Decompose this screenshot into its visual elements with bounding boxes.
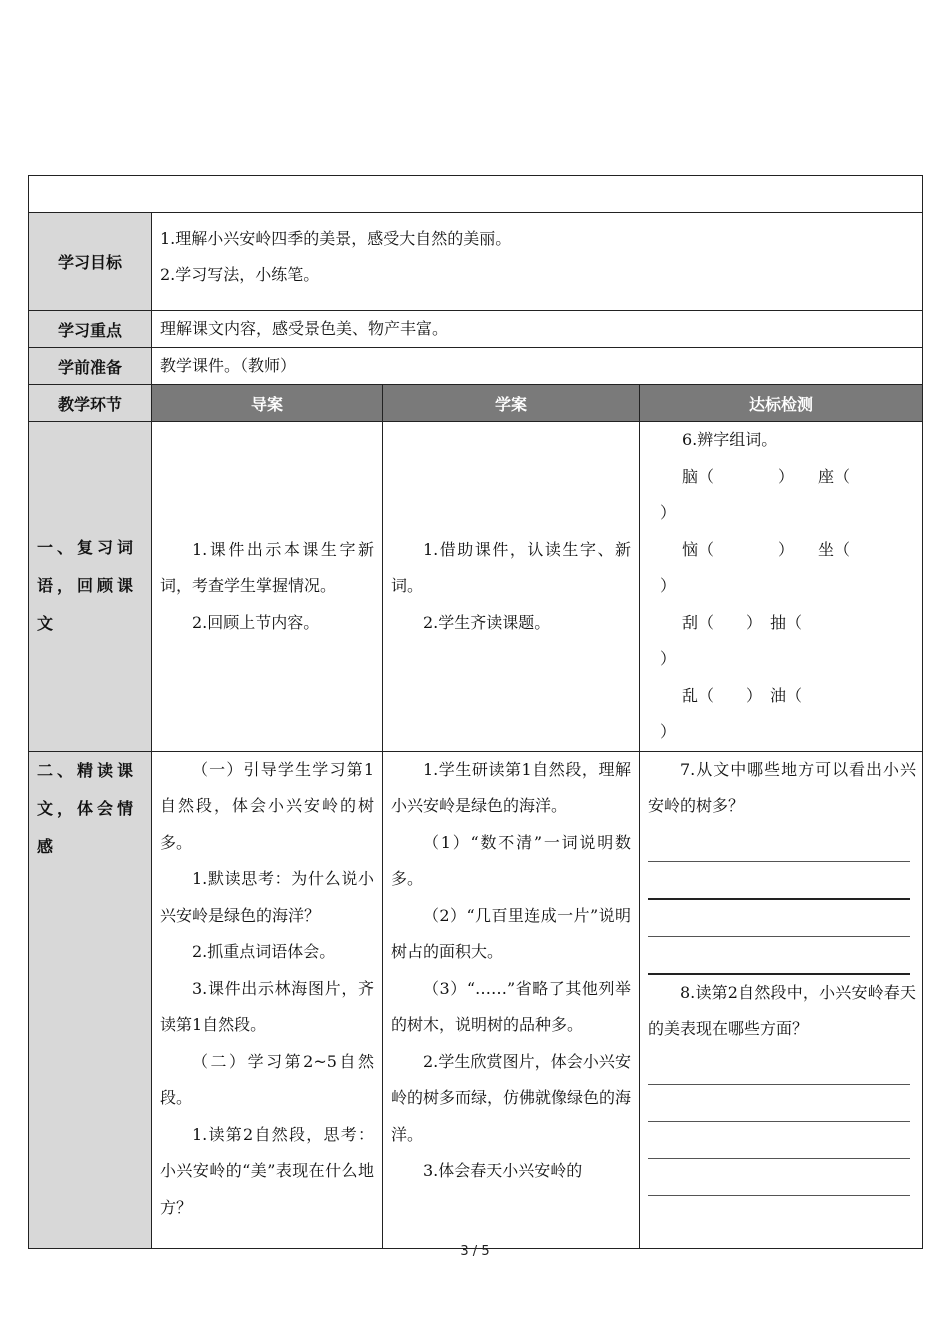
section-1-row: [29, 422, 923, 752]
sec2-guide-2: 1.默读思考：为什么说小兴安岭是绿色的海洋？: [160, 869, 374, 925]
sec1-check-title: 6.辨字组词。: [682, 430, 778, 449]
lesson-plan-table: [28, 175, 923, 1249]
focus-text: 理解课文内容，感受景色美、物产丰富。: [152, 311, 923, 348]
section-2-row: [29, 751, 923, 1248]
answer-line: [648, 1122, 910, 1159]
sec1-study: [383, 422, 640, 752]
col-check-header: 达标检测: [640, 385, 923, 422]
prep-label: 学前准备: [29, 348, 152, 385]
sec2-study: [383, 751, 640, 1248]
goal-1: 1.理解小兴安岭四季的美景，感受大自然的美丽。: [160, 229, 512, 248]
header-row: [29, 385, 923, 422]
page-number: 3 / 5: [460, 1244, 490, 1259]
sec2-guide-1: （一）引导学生学习第1自然段，体会小兴安岭的树多。: [160, 759, 374, 852]
sec2-study-3: （2）“几百里连成一片”说明树占的面积大。: [391, 905, 631, 961]
col-study-header: 学案: [383, 385, 640, 422]
sec1-check-line-4: ）: [660, 576, 677, 595]
sec2-check: [640, 751, 923, 1248]
sec2-check-q8: 8.读第2自然段中，小兴安岭春天的美表现在哪些方面？: [648, 982, 916, 1038]
goal-2: 2.学习写法，小练笔。: [160, 265, 320, 284]
sec2-guide-3: 2.抓重点词语体会。: [192, 942, 336, 961]
sec2-guide-6: 1.读第2自然段，思考：小兴安岭的“美”表现在什么地方？: [160, 1124, 374, 1217]
sec1-check-line-8: ）: [660, 722, 677, 741]
title-row: [29, 176, 923, 213]
sec1-guide: [152, 422, 383, 752]
sec1-label: 一、复习词语，回顾课文: [29, 422, 152, 752]
sec2-study-4: （3）“……”省略了其他列举的树木，说明树的品种多。: [391, 978, 631, 1034]
focus-row: [29, 311, 923, 348]
sec1-check-line-6: ）: [660, 649, 677, 668]
col-guide-header: 导案: [152, 385, 383, 422]
sec1-study-1: 1.借助课件，认读生字、新词。: [391, 539, 631, 595]
sec1-guide-1: 1.课件出示本课生字新词，考查学生掌握情况。: [160, 539, 374, 595]
sec1-check-line-1: 脑（ ） 座（: [682, 466, 851, 486]
answer-line: [648, 825, 910, 862]
sec2-study-1: 1.学生研读第1自然段，理解小兴安岭是绿色的海洋。: [391, 759, 631, 815]
prep-row: [29, 348, 923, 385]
goals-row: [29, 213, 923, 311]
sec2-study-6: 3.体会春天小兴安岭的: [423, 1161, 583, 1180]
sec2-check-q7: 7.从文中哪些地方可以看出小兴安岭的树多？: [648, 759, 916, 815]
goals-cell: [152, 213, 923, 311]
sec2-guide-4: 3.课件出示林海图片，齐读第1自然段。: [160, 978, 374, 1034]
stage-label: 教学环节: [29, 385, 152, 422]
answer-line: [648, 1048, 910, 1085]
goals-label: 学习目标: [29, 213, 152, 311]
answer-line: [648, 900, 910, 937]
sec1-check: [640, 422, 923, 752]
answer-line: [648, 862, 910, 900]
prep-text: 教学课件。（教师）: [152, 348, 923, 385]
sec1-check-line-2: ）: [660, 503, 677, 522]
sec2-study-5: 2.学生欣赏图片，体会小兴安岭的树多而绿，仿佛就像绿色的海洋。: [391, 1051, 632, 1144]
sec1-guide-2: 2.回顾上节内容。: [192, 612, 320, 632]
answer-line: [648, 1159, 910, 1196]
sec2-study-2: （1）“数不清”一词说明数多。: [391, 832, 631, 888]
sec1-study-2: 2.学生齐读课题。: [423, 612, 551, 632]
focus-label: 学习重点: [29, 311, 152, 348]
sec1-check-line-7: 乱（ ） 油（: [682, 685, 803, 705]
sec2-guide-5: （二）学习第2~5自然段。: [160, 1051, 374, 1107]
sec1-check-line-5: 刮（ ） 抽（: [682, 612, 803, 632]
sec2-label: 二、精读课文，体会情感: [29, 751, 152, 1248]
empty-title-cell: [29, 176, 923, 213]
sec1-check-line-3: 恼（ ） 坐（: [682, 539, 851, 559]
answer-line: [648, 1085, 910, 1122]
sec2-guide: [152, 751, 383, 1248]
answer-line: [648, 937, 910, 975]
